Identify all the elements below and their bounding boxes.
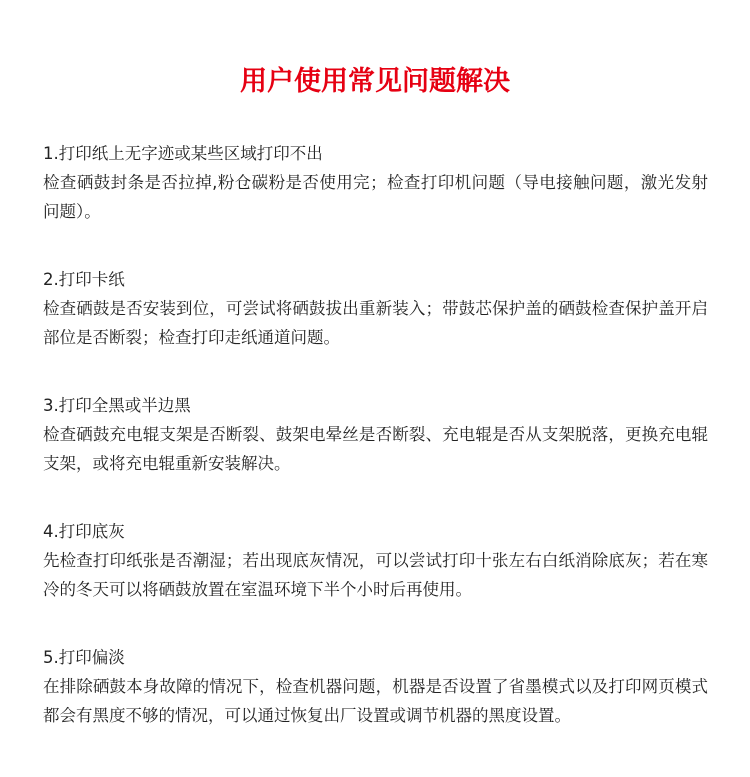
section-heading: 4.打印底灰 bbox=[43, 522, 125, 541]
section-body: 检查硒鼓封条是否拉掉,粉仓碳粉是否使用完；检查打印机问题（导电接触问题，激光发射问题）。 bbox=[43, 173, 708, 221]
faq-section-5 bbox=[43, 643, 708, 730]
faq-section-3 bbox=[43, 391, 708, 478]
section-body: 在排除硒鼓本身故障的情况下，检查机器问题，机器是否设置了省墨模式以及打印网页模式都会有黑度不够的情况，可以通过恢复出厂设置或调节机器的黑度设置。 bbox=[43, 677, 708, 725]
faq-list bbox=[43, 139, 708, 769]
section-heading: 5.打印偏淡 bbox=[43, 648, 125, 667]
faq-section-2 bbox=[43, 265, 708, 352]
section-body: 先检查打印纸张是否潮湿；若出现底灰情况，可以尝试打印十张左右白纸消除底灰；若在寒冷的冬天可以将硒鼓放置在室温环境下半个小时后再使用。 bbox=[43, 551, 708, 599]
section-body: 检查硒鼓充电辊支架是否断裂、鼓架电晕丝是否断裂、充电辊是否从支架脱落，更换充电辊支架，或将充电辊重新安装解决。 bbox=[43, 425, 708, 473]
section-heading: 3.打印全黑或半边黑 bbox=[43, 396, 191, 415]
faq-section-4 bbox=[43, 517, 708, 604]
faq-section-1 bbox=[43, 139, 708, 226]
page-title: 用户使用常见问题解决 bbox=[240, 66, 510, 97]
section-heading: 1.打印纸上无字迹或某些区域打印不出 bbox=[43, 144, 323, 163]
section-heading: 2.打印卡纸 bbox=[43, 270, 125, 289]
section-body: 检查硒鼓是否安装到位，可尝试将硒鼓拔出重新装入；带鼓芯保护盖的硒鼓检查保护盖开启部位是否断裂；检查打印走纸通道问题。 bbox=[43, 299, 708, 347]
